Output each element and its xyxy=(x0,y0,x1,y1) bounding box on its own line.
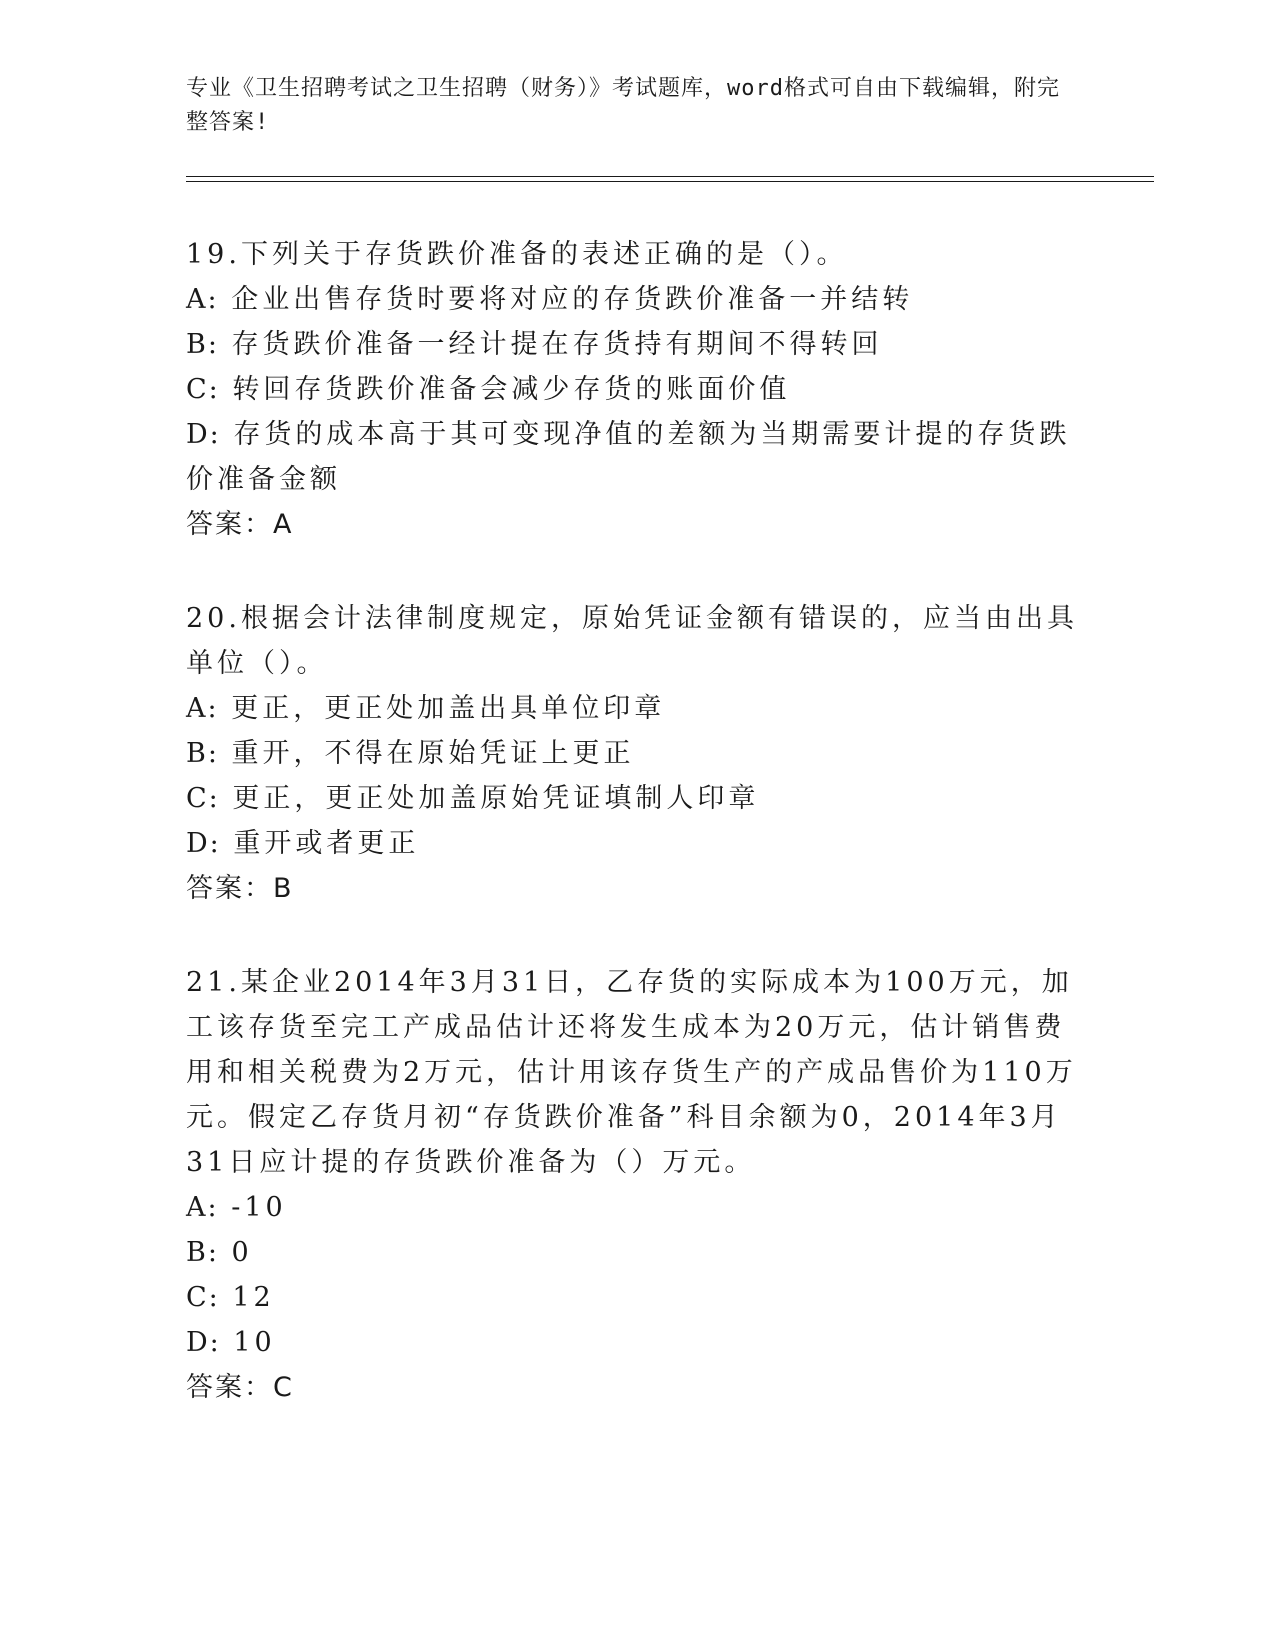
option-label: A: xyxy=(186,284,219,315)
question-stem: 20.根据会计法律制度规定，原始凭证金额有错误的，应当由出具单位（）。 xyxy=(186,603,1078,679)
answer-line: 答案：B xyxy=(186,873,294,904)
option-b xyxy=(186,1230,1086,1275)
option-d xyxy=(186,821,1086,866)
question-21 xyxy=(186,960,1086,1410)
option-label: B: xyxy=(186,738,219,769)
option-text: 转回存货跌价准备会减少存货的账面价值 xyxy=(232,374,791,405)
option-label: D: xyxy=(186,419,221,450)
option-label: B: xyxy=(186,1237,219,1268)
question-stem: 19.下列关于存货跌价准备的表述正确的是（）。 xyxy=(186,239,848,270)
option-text: 重开，不得在原始凭证上更正 xyxy=(231,738,635,769)
question-20 xyxy=(186,596,1086,911)
option-text: 12 xyxy=(232,1282,275,1313)
option-a xyxy=(186,277,1086,322)
option-b xyxy=(186,322,1086,367)
option-text: 10 xyxy=(233,1327,276,1358)
option-text: 存货的成本高于其可变现净值的差额为当期需要计提的存货跌价准备金额 xyxy=(186,419,1071,495)
option-label: C: xyxy=(186,1282,220,1313)
option-text: 存货跌价准备一经计提在存货持有期间不得转回 xyxy=(231,329,883,360)
header-divider-top xyxy=(186,176,1154,177)
option-c xyxy=(186,367,1086,412)
option-label: C: xyxy=(186,783,220,814)
option-text: 更正，更正处加盖原始凭证填制人印章 xyxy=(232,783,760,814)
option-text: 更正，更正处加盖出具单位印章 xyxy=(231,693,666,724)
option-c xyxy=(186,1275,1086,1320)
document-header: 专业《卫生招聘考试之卫生招聘（财务）》考试题库，word格式可自由下载编辑，附完整答案! xyxy=(186,76,1060,135)
option-label: C: xyxy=(186,374,220,405)
answer-line: 答案：C xyxy=(186,1372,294,1403)
option-d xyxy=(186,1320,1086,1365)
option-label: B: xyxy=(186,329,219,360)
option-label: D: xyxy=(186,1327,221,1358)
option-text: 重开或者更正 xyxy=(233,828,420,859)
option-label: A: xyxy=(186,693,219,724)
option-text: 0 xyxy=(231,1237,253,1268)
option-label: D: xyxy=(186,828,221,859)
question-19 xyxy=(186,232,1086,547)
option-text: 企业出售存货时要将对应的存货跌价准备一并结转 xyxy=(231,284,914,315)
option-d xyxy=(186,412,1086,502)
question-stem: 21.某企业2014年3月31日，乙存货的实际成本为100万元，加工该存货至完工产成品估计还将发生成本为20万元，估计销售费用和相关税费为2万元，估计用该存货生产的产成品售价为110万元。假定乙存货月初“存货跌价准备”科目余额为0，2014年3月31日应计提的存货跌价准备为（）万元。 xyxy=(186,967,1077,1178)
option-b xyxy=(186,731,1086,776)
option-label: A: xyxy=(186,1192,219,1223)
answer-line: 答案：A xyxy=(186,509,294,540)
option-a xyxy=(186,686,1086,731)
option-text: -10 xyxy=(231,1192,287,1223)
option-c xyxy=(186,776,1086,821)
header-divider-bottom xyxy=(186,181,1154,182)
option-a xyxy=(186,1185,1086,1230)
